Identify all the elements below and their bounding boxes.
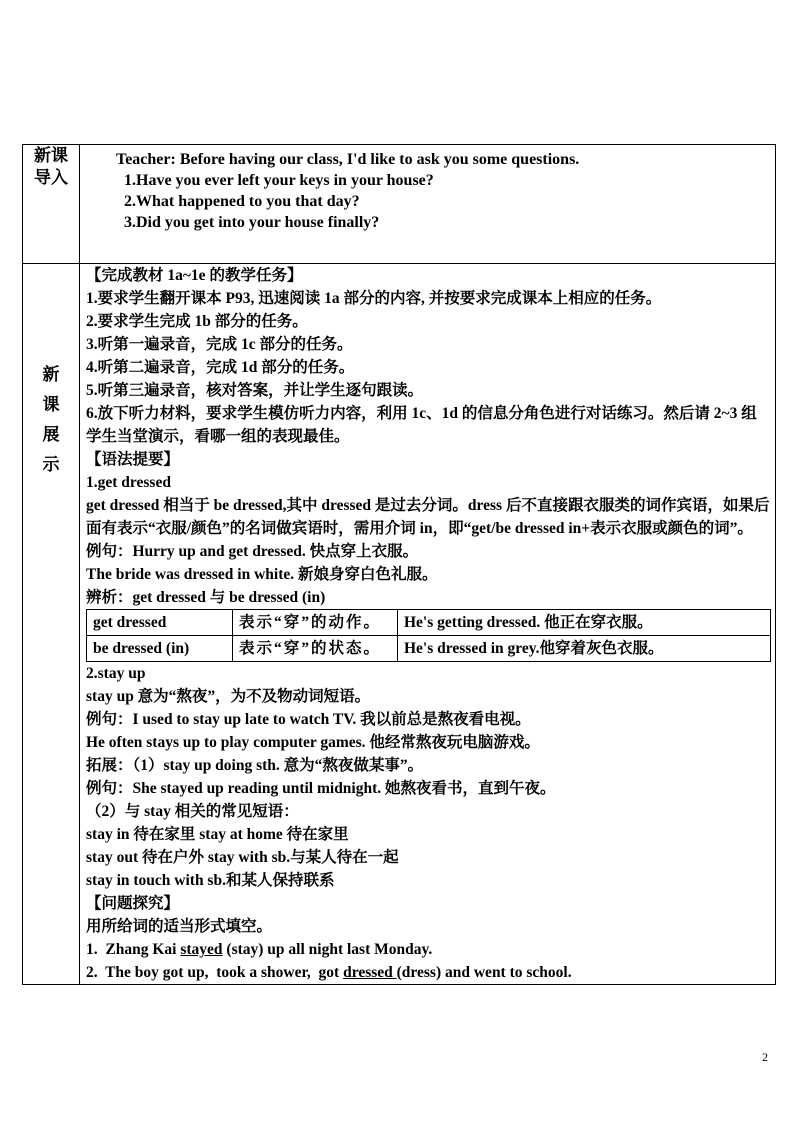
- exercise-answer: stayed: [180, 941, 223, 958]
- compare-phrase: get dressed: [87, 610, 233, 636]
- grammar-item-title: 2.stay up: [86, 665, 146, 682]
- compare-example: He's dressed in grey.他穿着灰色衣服。: [398, 636, 771, 662]
- label-char: 展: [42, 425, 60, 444]
- intro-content: [80, 145, 776, 264]
- task-item: 1.要求学生翻开课本 P93, 迅速阅读 1a 部分的内容, 并按要求完成课本上相应的任务。: [86, 290, 662, 307]
- new-lesson-row: [23, 264, 776, 985]
- intro-label: [23, 145, 80, 264]
- phrases-heading: （2）与 stay 相关的常见短语：: [86, 803, 299, 820]
- question-2: 2.What happened to you that day?: [124, 193, 360, 210]
- new-lesson-label: [23, 264, 80, 985]
- teacher-line: Teacher: Before having our class, I'd like to ask you some questions.: [116, 151, 580, 168]
- new-lesson-content: [80, 264, 776, 985]
- intro-row: [23, 145, 776, 264]
- phrase-line: stay in 待在家里 stay at home 待在家里: [86, 826, 349, 843]
- compare-row: [87, 610, 771, 636]
- exercise-text: (stay) up all night last Monday.: [222, 941, 433, 958]
- compare-phrase: be dressed (in): [87, 636, 233, 662]
- grammar-item-title: 1.get dressed: [86, 474, 171, 491]
- compare-example: He's getting dressed. 他正在穿衣服。: [398, 610, 771, 636]
- task-item: 3.听第一遍录音，完成 1c 部分的任务。: [86, 336, 353, 353]
- example-sentence: 例句：I used to stay up late to watch TV. 我以前总是熬夜看电视。: [86, 711, 531, 728]
- compare-meaning: 表示“穿”的状态。: [233, 636, 398, 662]
- compare-row: [87, 636, 771, 662]
- example-sentence: 例句：She stayed up reading until midnight. 她熬夜看书，直到午夜。: [86, 780, 556, 797]
- example-sentence: 例句：Hurry up and get dressed. 快点穿上衣服。: [86, 543, 419, 560]
- question-3: 3.Did you get into your house finally?: [124, 214, 380, 231]
- page-number: 2: [762, 1050, 768, 1064]
- compare-heading: 辨析：get dressed 与 be dressed (in): [86, 589, 326, 606]
- extension-note: 拓展：（1）stay up doing sth. 意为“熬夜做某事”。: [86, 757, 424, 774]
- task-item: 6.放下听力材料，要求学生模仿听力内容，利用 1c、1d 的信息分角色进行对话练习。然后请 2~3 组学生当堂演示，看哪一组的表现最佳。: [86, 405, 757, 445]
- label-char: 示: [42, 455, 60, 474]
- grammar-explanation: get dressed 相当于 be dressed,其中 dressed 是过去分词。dress 后不直接跟衣服类的词作宾语，如果后面有表示“衣服/颜色”的名词做宾语时，需用介词 in，即“get/be dressed in+表示衣服或颜色的词”。: [86, 497, 770, 537]
- label-char: 课: [42, 395, 60, 414]
- example-sentence: The bride was dressed in white. 新娘身穿白色礼服。: [86, 566, 438, 583]
- question-1: 1.Have you ever left your keys in your house?: [124, 172, 434, 189]
- exercise-text: 2. The boy got up, took a shower, got: [86, 964, 344, 981]
- explore-instruction: 用所给词的适当形式填空。: [86, 918, 273, 935]
- phrase-line: stay in touch with sb.和某人保持联系: [86, 872, 335, 889]
- grammar-explanation: stay up 意为“熬夜”，为不及物动词短语。: [86, 688, 371, 705]
- intro-label-text: 新课导入: [34, 146, 68, 187]
- task-item: 5.听第三遍录音，核对答案，并让学生逐句跟读。: [86, 382, 424, 399]
- compare-table: [86, 609, 771, 662]
- exercise-answer: dressed: [343, 964, 397, 981]
- label-char: 新: [42, 365, 60, 384]
- exercise-text: (dress) and went to school.: [396, 964, 572, 981]
- lesson-table: [22, 144, 776, 985]
- task-item: 2.要求学生完成 1b 部分的任务。: [86, 313, 308, 330]
- example-sentence: He often stays up to play computer games. 他经常熬夜玩电脑游戏。: [86, 734, 540, 751]
- exercise-1: [86, 938, 771, 961]
- explore-heading: 【问题探究】: [86, 895, 180, 912]
- exercise-text: 1. Zhang Kai: [86, 941, 181, 958]
- task-item: 4.听第二遍录音，完成 1d 部分的任务。: [86, 359, 355, 376]
- exercise-2: [86, 961, 771, 984]
- task-heading: 【完成教材 1a~1e 的教学任务】: [86, 267, 303, 284]
- grammar-heading: 【语法提要】: [86, 451, 180, 468]
- phrase-line: stay out 待在户外 stay with sb.与某人待在一起: [86, 849, 399, 866]
- compare-meaning: 表示“穿”的动作。: [233, 610, 398, 636]
